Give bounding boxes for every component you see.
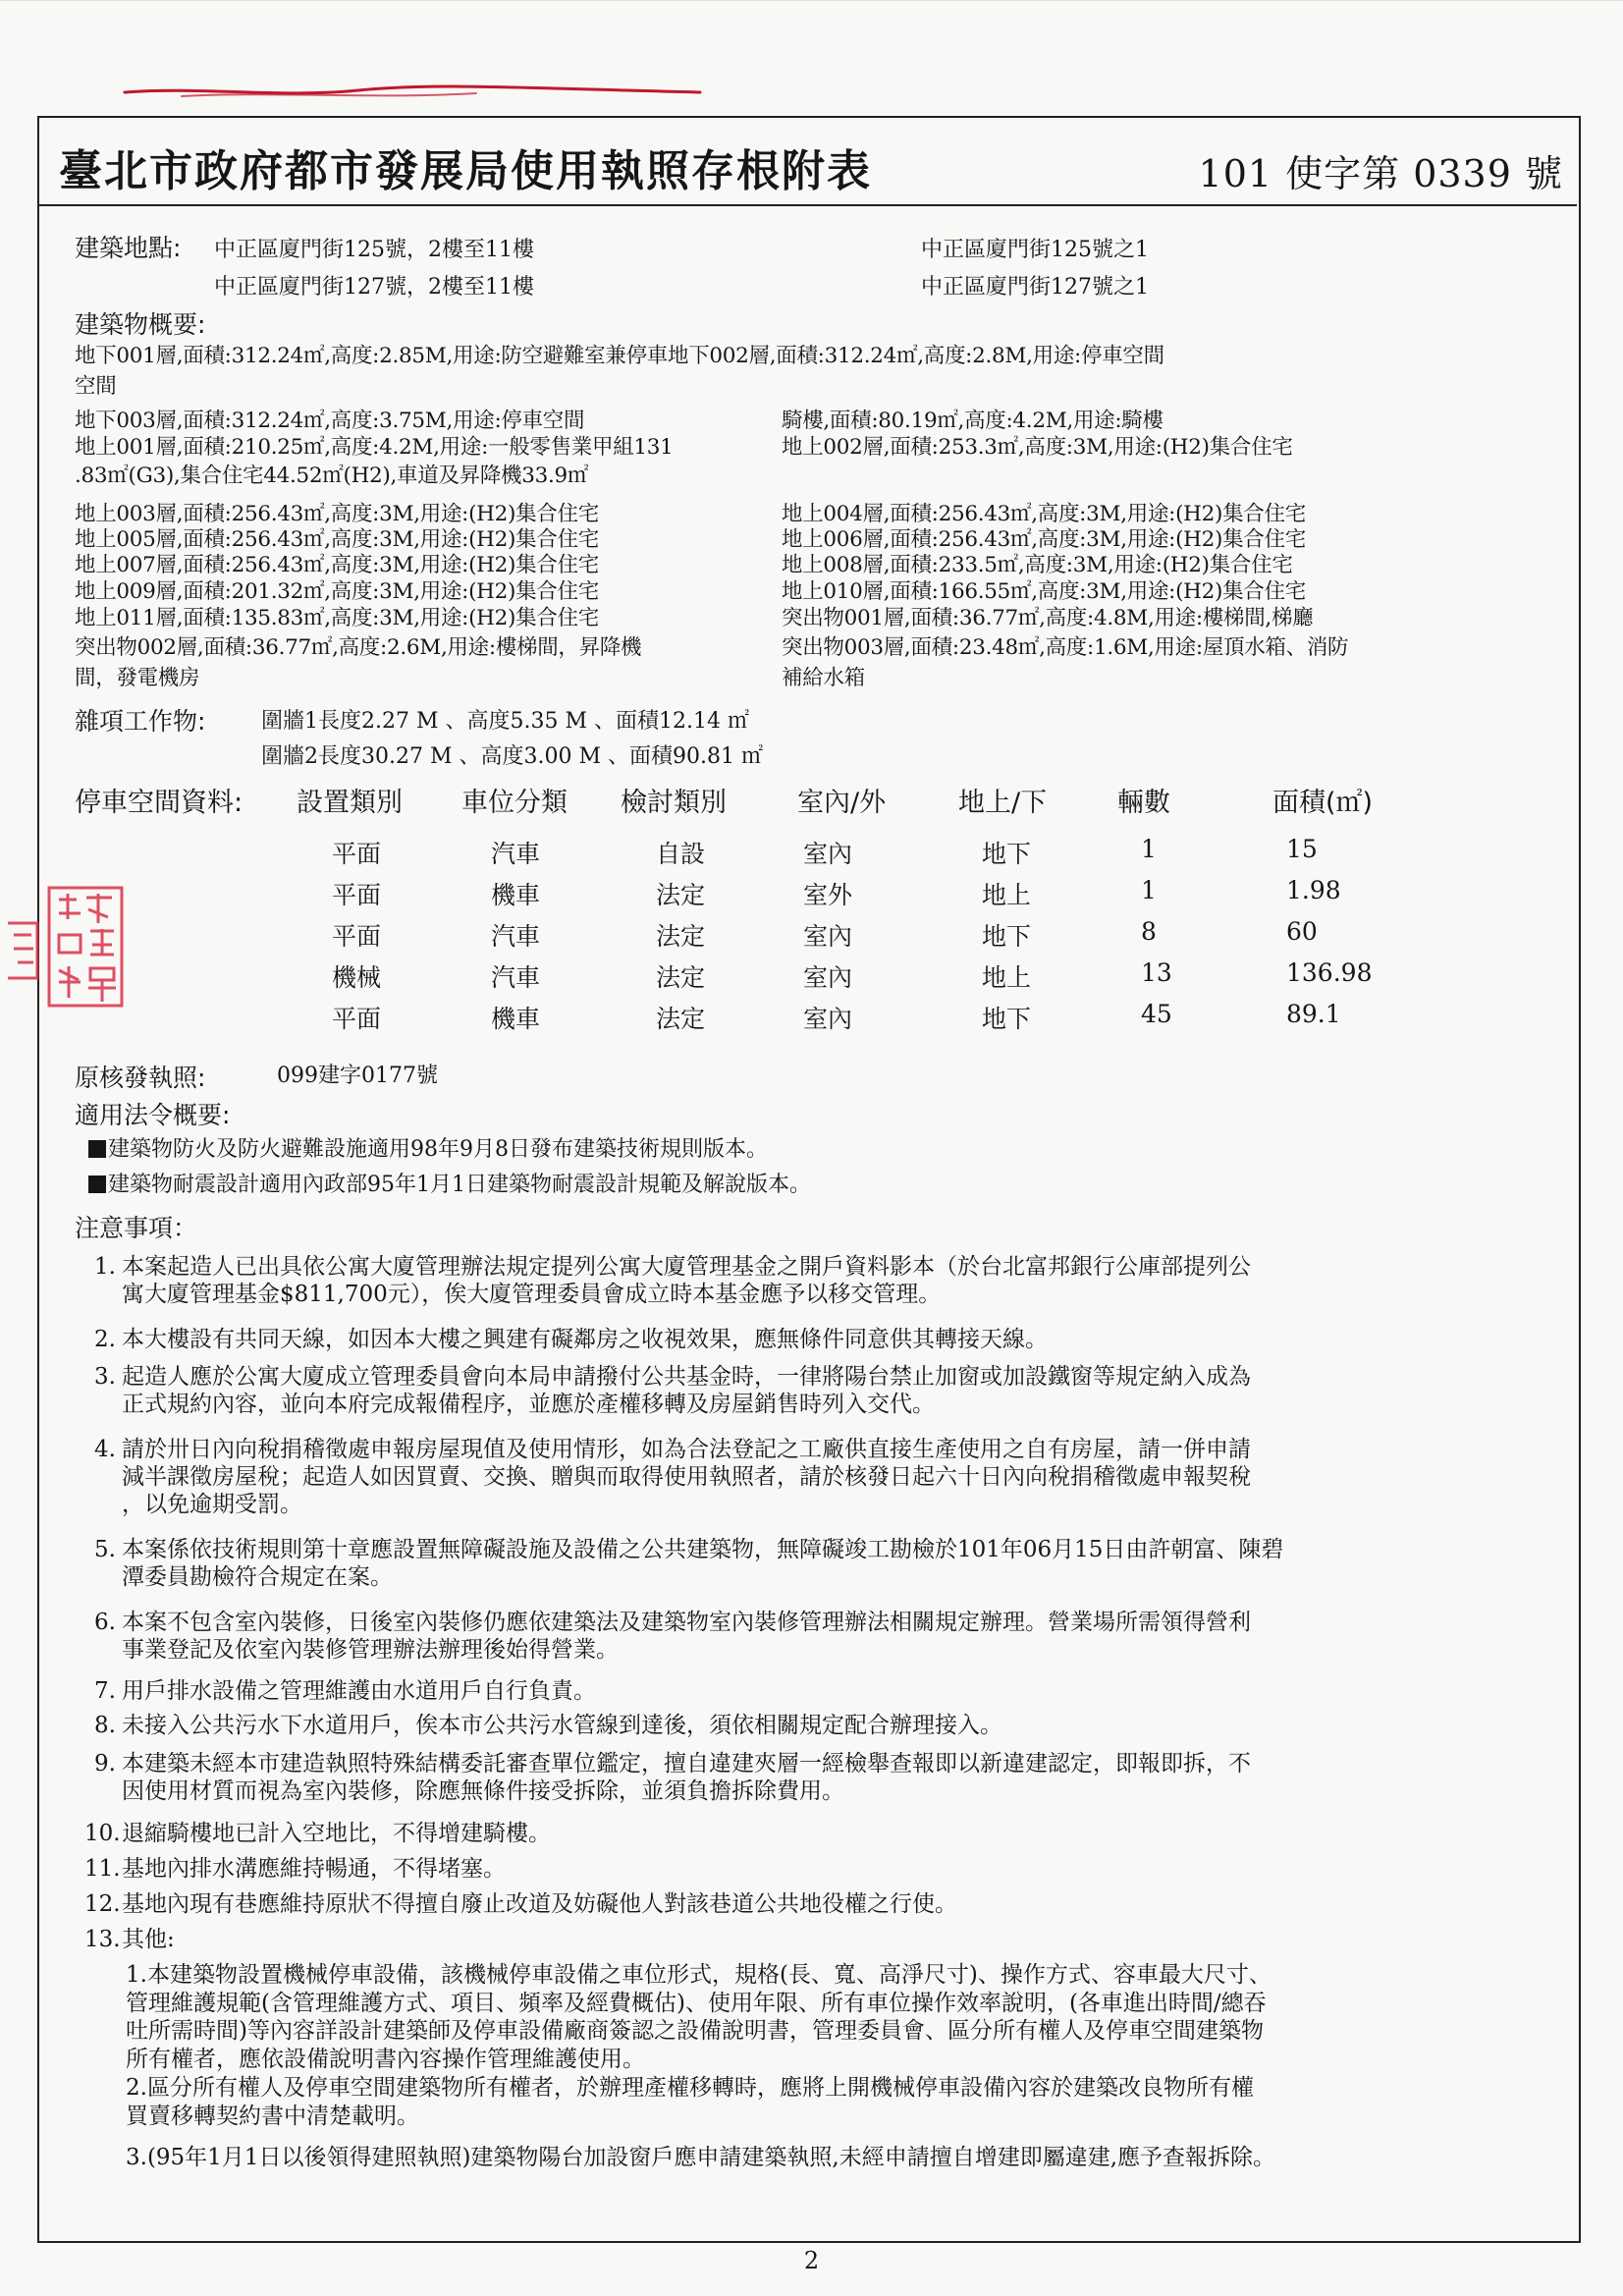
parking-col-header: 檢討類別: [621, 788, 727, 818]
note-line: 寓大廈管理基金$811,700元），俟大廈管理委員會成立時本基金應予以移交管理。: [122, 1282, 942, 1307]
regulations-label: 適用法令概要:: [75, 1101, 231, 1129]
note-line: 事業登記及依室內裝修管理辦法辦理後始得營業。: [122, 1637, 619, 1663]
note-number: 3.: [94, 1364, 116, 1390]
red-seal-stamp: [4, 884, 126, 1011]
note-line: 基地內排水溝應維持暢通，不得堵塞。: [122, 1856, 506, 1882]
other-note-line: 吐所需時間)等內容詳設計建築師及停車設備廠商簽認之設備說明書，管理委員會、區分所有權人及停車空間建築物: [126, 2018, 1264, 2044]
overview-row-right: 地上006層,面積:256.43㎡,高度:3M,用途:(H2)集合住宅: [782, 527, 1306, 552]
note-number: 7.: [94, 1678, 116, 1704]
other-note-line: 所有權者，應依設備說明書內容操作管理維護使用。: [126, 2046, 645, 2072]
overview-row-left: 地上011層,面積:135.83㎡,高度:3M,用途:(H2)集合住宅: [75, 606, 599, 630]
note-line: 本案不包含室內裝修，日後室內裝修仍應依建築法及建築物室內裝修管理辦法相關規定辦理。營業場所需領得營利: [122, 1610, 1251, 1635]
square-bullet-icon: [88, 1140, 106, 1158]
parking-cell: 60: [1286, 917, 1318, 946]
scan-edge: [0, 0, 1623, 1]
notes-label: 注意事項：: [75, 1214, 198, 1242]
overview-row-right: 地上004層,面積:256.43㎡,高度:3M,用途:(H2)集合住宅: [782, 502, 1306, 526]
note-number: 10.: [84, 1821, 121, 1846]
misc-works-line-1: 圍牆1長度2.27 M 、高度5.35 M 、面積12.14 ㎡: [261, 709, 749, 734]
overview-row-left: 地上007層,面積:256.43㎡,高度:3M,用途:(H2)集合住宅: [75, 553, 599, 577]
other-note-line: 買賣移轉契約書中清楚載明。: [126, 2103, 419, 2129]
note-number: 4.: [94, 1437, 116, 1462]
other-note-line: 3.(95年1月1日以後領得建照執照)建築物陽台加設窗戶應申請建築執照,未經申請擅自增建即屬違建,應予查報拆除。: [126, 2145, 1276, 2170]
parking-cell: 地上: [982, 963, 1032, 992]
parking-col-header: 車位分類: [461, 788, 568, 818]
parking-label: 停車空間資料:: [75, 788, 243, 818]
overview-row-left: 地上005層,面積:256.43㎡,高度:3M,用途:(H2)集合住宅: [75, 527, 599, 552]
overview-line-2: 空間: [75, 374, 117, 399]
note-line: 用戶排水設備之管理維護由水道用戶自行負責。: [122, 1678, 596, 1704]
note-line: 減半課徵房屋稅；起造人如因買賣、交換、贈與而取得使用執照者，請於核發日起六十日內向稅捐稽徵處申報契稅: [122, 1464, 1251, 1490]
square-bullet-icon: [88, 1175, 106, 1193]
overview-row-right: 地上010層,面積:166.55㎡,高度:3M,用途:(H2)集合住宅: [782, 579, 1306, 604]
note-number: 9.: [94, 1751, 116, 1777]
note-line: 因使用材質而視為室內裝修，除應無條件接受拆除，並須負擔拆除費用。: [122, 1778, 844, 1804]
parking-cell: 機車: [491, 1005, 541, 1033]
overview-row-left: 間，發電機房: [75, 666, 200, 690]
location-section: [75, 236, 181, 263]
overview-row-right: 地上002層,面積:253.3㎡,高度:3M,用途:(H2)集合住宅: [782, 435, 1293, 460]
parking-cell: 8: [1141, 917, 1157, 946]
note-number: 11.: [84, 1856, 121, 1882]
note-line: 正式規約內容，並向本府完成報備程序，並應於產權移轉及房屋銷售時列入交代。: [122, 1392, 935, 1417]
parking-cell: 地下: [982, 1005, 1032, 1033]
note-line: 請於卅日內向稅捐稽徵處申報房屋現值及使用情形，如為合法登記之工廠供直接生產使用之自有房屋，請一併申請: [122, 1437, 1251, 1462]
location-label: 建築地點:: [75, 234, 182, 262]
other-note-line: 2.區分所有權人及停車空間建築物所有權者，於辦理產權移轉時，應將上開機械停車設備內容於建築改良物所有權: [126, 2075, 1254, 2101]
parking-col-header: 地上/下: [958, 788, 1048, 818]
other-note-line: 1.本建築物設置機械停車設備，該機械停車設備之車位形式，規格(長、寬、高淨尺寸)、操作方式、容車最大尺寸、: [126, 1962, 1271, 1988]
note-line: 潭委員勘檢符合規定在案。: [122, 1564, 393, 1590]
location-line-right-2: 中正區廈門街127號之1: [921, 275, 1149, 300]
parking-cell: 地下: [982, 840, 1032, 868]
overview-row-right: 騎樓,面積:80.19㎡,高度:4.2M,用途:騎樓: [782, 409, 1163, 433]
regulation-item: [88, 1137, 768, 1163]
parking-cell: 室外: [803, 881, 853, 909]
overview-row-left: 地上001層,面積:210.25㎡,高度:4.2M,用途:一般零售業甲組131: [75, 435, 674, 460]
parking-cell: 法定: [656, 1005, 706, 1033]
overview-row-left: 突出物002層,面積:36.77㎡,高度:2.6M,用途:樓梯間，昇降機: [75, 635, 642, 660]
note-line: 未接入公共污水下水道用戶，俟本市公共污水管線到達後，須依相關規定配合辦理接入。: [122, 1713, 1002, 1738]
regulations-label-row: [75, 1103, 230, 1130]
original-permit-value: 099建字0177號: [277, 1064, 438, 1088]
other-note-line: 管理維護規範(含管理維護方式、項目、頻率及經費概估)、使用年限、所有車位操作效率說明，(各車進出時間/總吞: [126, 1990, 1267, 2016]
misc-works-label: 雜項工作物:: [75, 707, 206, 736]
notes-label-row: [75, 1216, 197, 1243]
note-line: 本案起造人已出具依公寓大廈管理辦法規定提列公寓大廈管理基金之開戶資料影本（於台北富邦銀行公庫部提列公: [122, 1254, 1251, 1280]
parking-cell: 平面: [332, 881, 382, 909]
note-number: 13.: [84, 1927, 121, 1952]
overview-row-right: 地上008層,面積:233.5㎡,高度:3M,用途:(H2)集合住宅: [782, 553, 1293, 577]
parking-col-header: 設置類別: [297, 788, 403, 818]
overview-row-left: 地上003層,面積:256.43㎡,高度:3M,用途:(H2)集合住宅: [75, 502, 599, 526]
parking-cell: 平面: [332, 1005, 382, 1033]
overview-label-row: [75, 312, 205, 340]
parking-cell: 室內: [803, 963, 853, 992]
overview-label: 建築物概要:: [75, 310, 206, 339]
overview-row-right: 突出物001層,面積:36.77㎡,高度:4.8M,用途:樓梯間,梯廳: [782, 606, 1314, 630]
red-pen-underline: [123, 81, 702, 102]
parking-cell: 汽車: [491, 963, 541, 992]
location-line-1: 中正區廈門街125號，2樓至11樓: [214, 238, 534, 262]
parking-cell: 室內: [803, 922, 853, 951]
overview-line-1: 地下001層,面積:312.24㎡,高度:2.85M,用途:防空避難室兼停車地下002層,面積:312.24㎡,高度:2.8M,用途:停車空間: [75, 344, 1164, 368]
note-line: 起造人應於公寓大廈成立管理委員會向本局申請撥付公共基金時，一律將陽台禁止加窗或加設鐵窗等規定納入成為: [122, 1364, 1251, 1390]
note-number: 6.: [94, 1610, 116, 1635]
parking-cell: 89.1: [1286, 1000, 1341, 1028]
location-line-2: 中正區廈門街127號，2樓至11樓: [214, 275, 534, 300]
document-number: 101 使字第 0339 號: [1198, 152, 1563, 195]
parking-cell: 平面: [332, 840, 382, 868]
regulation-text: 建築物防火及防火避難設施適用98年9月8日發布建築技術規則版本。: [108, 1137, 768, 1162]
parking-cell: 1.98: [1286, 876, 1341, 904]
parking-cell: 室內: [803, 1005, 853, 1033]
parking-cell: 1: [1141, 835, 1157, 863]
misc-works-line-2: 圍牆2長度30.27 M 、高度3.00 M 、面積90.81 ㎡: [261, 744, 763, 769]
note-line: 其他:: [122, 1927, 175, 1952]
parking-col-header: 面積(㎡): [1272, 788, 1374, 818]
parking-cell: 汽車: [491, 922, 541, 951]
parking-cell: 13: [1141, 958, 1172, 987]
overview-row-left: 地上009層,面積:201.32㎡,高度:3M,用途:(H2)集合住宅: [75, 579, 599, 604]
parking-cell: 汽車: [491, 840, 541, 868]
note-number: 2.: [94, 1327, 116, 1352]
location-line-right-1: 中正區廈門街125號之1: [921, 238, 1149, 262]
title-row: [39, 118, 1577, 206]
note-number: 5.: [94, 1537, 116, 1562]
overview-row-right: 突出物003層,面積:23.48㎡,高度:1.6M,用途:屋頂水箱、消防: [782, 635, 1349, 660]
parking-cell: 法定: [656, 963, 706, 992]
overview-row-left: .83㎡(G3),集合住宅44.52㎡(H2),車道及昇降機33.9㎡: [75, 464, 589, 488]
parking-cell: 地上: [982, 881, 1032, 909]
parking-cell: 機車: [491, 881, 541, 909]
note-number: 8.: [94, 1713, 116, 1738]
original-permit-label: 原核發執照:: [75, 1064, 206, 1092]
regulation-item: [88, 1173, 811, 1198]
note-number: 1.: [94, 1254, 116, 1280]
parking-cell: 平面: [332, 922, 382, 951]
note-number: 12.: [84, 1891, 121, 1917]
parking-col-header: 室內/外: [797, 788, 887, 818]
misc-works-label-row: [75, 709, 205, 737]
note-line: 基地內現有巷應維持原狀不得擅自廢止改道及妨礙他人對該巷道公共地役權之行使。: [122, 1891, 957, 1917]
page-number: 2: [803, 2247, 820, 2274]
overview-row-right: 補給水箱: [782, 666, 865, 690]
note-line: 退縮騎樓地已計入空地比，不得增建騎樓。: [122, 1821, 551, 1846]
parking-cell: 45: [1141, 1000, 1172, 1028]
parking-cell: 地下: [982, 922, 1032, 951]
parking-cell: 室內: [803, 840, 853, 868]
parking-cell: 法定: [656, 922, 706, 951]
parking-cell: 機械: [332, 963, 382, 992]
parking-col-header: 輛數: [1117, 788, 1170, 818]
parking-cell: 15: [1286, 835, 1318, 863]
note-line: 本建築未經本市建造執照特殊結構委託審查單位鑑定，擅自違建夾層一經檢舉查報即以新違建認定，即報即拆，不: [122, 1751, 1251, 1777]
note-line: ，以免逾期受罰。: [122, 1492, 302, 1517]
document-title: 臺北市政府都市發展局使用執照存根附表: [59, 146, 872, 196]
overview-row-left: 地下003層,面積:312.24㎡,高度:3.75M,用途:停車空間: [75, 409, 585, 433]
regulation-text: 建築物耐震設計適用內政部95年1月1日建築物耐震設計規範及解說版本。: [108, 1173, 811, 1197]
parking-cell: 1: [1141, 876, 1157, 904]
note-line: 本案係依技術規則第十章應設置無障礙設施及設備之公共建築物，無障礙竣工勘檢於101年06月15日由許朝富、陳碧: [122, 1537, 1284, 1562]
parking-cell: 136.98: [1286, 958, 1373, 987]
parking-cell: 法定: [656, 881, 706, 909]
parking-cell: 自設: [656, 840, 706, 868]
note-line: 本大樓設有共同天線，如因本大樓之興建有礙鄰房之收視效果，應無條件同意供其轉接天線。: [122, 1327, 1048, 1352]
original-permit-label-row: [75, 1066, 205, 1093]
